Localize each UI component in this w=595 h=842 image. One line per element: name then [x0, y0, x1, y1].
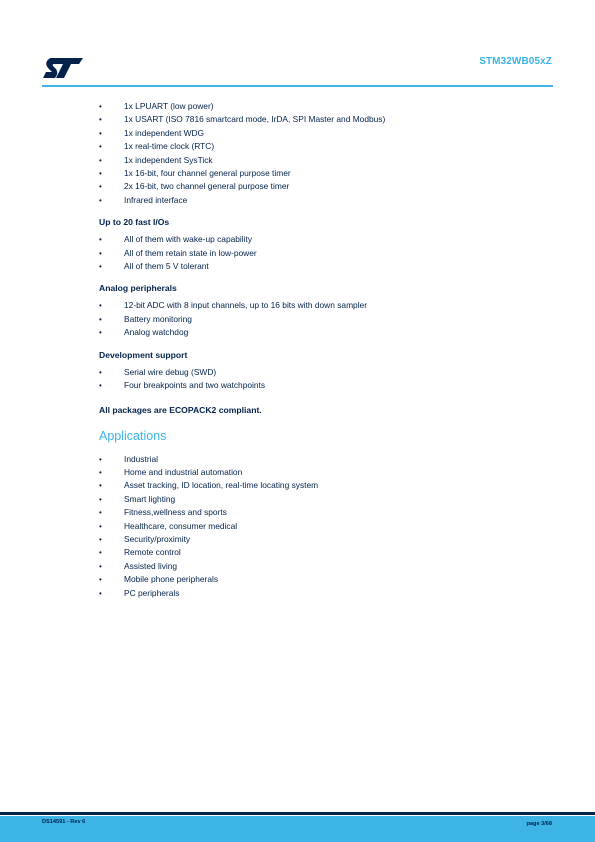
list-item: [99, 366, 559, 379]
page-content: [99, 100, 559, 600]
list-item: [99, 167, 559, 180]
bullet-icon: •: [99, 381, 102, 391]
packages-note: All packages are ECOPACK2 compliant.: [99, 404, 262, 415]
list-item: [99, 299, 559, 312]
bullet-icon: •: [99, 314, 102, 324]
list-item: [99, 520, 559, 533]
list-item-text: 1x USART (ISO 7816 smartcard mode, IrDA, SPI Master and Modbus): [124, 114, 386, 125]
bullet-icon: •: [99, 575, 102, 585]
list-item-text: Assisted living: [124, 560, 178, 571]
document-code: STM32WB05xZ: [479, 56, 552, 67]
list-item-text: 2x 16-bit, two channel general purpose timer: [124, 181, 290, 192]
list-item-text: Serial wire debug (SWD): [124, 366, 217, 377]
list-item-text: Infrared interface: [124, 194, 188, 205]
footer-rule: [0, 812, 595, 815]
analog-heading: Analog peripherals: [99, 283, 177, 294]
list-item: [99, 560, 559, 573]
list-item: [99, 100, 559, 113]
bullet-icon: •: [99, 301, 102, 311]
list-item: [99, 313, 559, 326]
document-revision: DS14591 - Rev 6: [42, 819, 86, 825]
list-item-text: Fitness,wellness and sports: [124, 507, 227, 518]
list-item-text: 1x 16-bit, four channel general purpose timer: [124, 168, 291, 179]
list-item: [99, 247, 559, 260]
bullet-icon: •: [99, 128, 102, 138]
list-item: [99, 260, 559, 273]
bullet-icon: •: [99, 454, 102, 464]
bullet-icon: •: [99, 534, 102, 544]
list-item: [99, 127, 559, 140]
bullet-icon: •: [99, 195, 102, 205]
list-item: [99, 466, 559, 479]
bullet-icon: •: [99, 235, 102, 245]
list-item-text: Battery monitoring: [124, 313, 192, 324]
bullet-icon: •: [99, 262, 102, 272]
list-item-text: Healthcare, consumer medical: [124, 520, 238, 531]
bullet-icon: •: [99, 155, 102, 165]
bullet-icon: •: [99, 467, 102, 477]
list-item-text: Industrial: [124, 453, 158, 464]
list-item: [99, 180, 559, 193]
features-list: [99, 100, 559, 207]
list-item: [99, 479, 559, 492]
list-item-text: 1x real-time clock (RTC): [124, 141, 215, 152]
list-item: [99, 587, 559, 600]
list-item-text: 1x LPUART (low power): [124, 101, 214, 111]
list-item: [99, 326, 559, 339]
applications-list: [99, 453, 559, 600]
list-item-text: All of them 5 V tolerant: [124, 261, 209, 272]
list-item: [99, 533, 559, 546]
list-item-text: 1x independent WDG: [124, 127, 205, 138]
bullet-icon: •: [99, 115, 102, 125]
list-item-text: Asset tracking, ID location, real-time locating system: [124, 480, 319, 491]
list-item-text: All of them retain state in low-power: [124, 247, 257, 258]
list-item-text: Security/proximity: [124, 533, 191, 544]
list-item: [99, 194, 559, 207]
fast-io-heading: Up to 20 fast I/Os: [99, 217, 170, 228]
list-item: [99, 506, 559, 519]
list-item: [99, 113, 559, 126]
bullet-icon: •: [99, 102, 102, 111]
bullet-icon: •: [99, 142, 102, 152]
page-number: page 3/68: [526, 821, 552, 827]
header-rule: [42, 85, 553, 87]
bullet-icon: •: [99, 521, 102, 531]
list-item-text: All of them with wake-up capability: [124, 234, 253, 245]
development-heading: Development support: [99, 349, 188, 360]
list-item-text: Remote control: [124, 547, 181, 558]
bullet-icon: •: [99, 367, 102, 377]
list-item-text: Home and industrial automation: [124, 466, 243, 477]
list-item: [99, 154, 559, 167]
list-item-text: Smart lighting: [124, 493, 176, 504]
list-item: [99, 546, 559, 559]
list-item: [99, 233, 559, 246]
analog-list: [99, 299, 559, 339]
list-item: [99, 379, 559, 392]
bullet-icon: •: [99, 248, 102, 258]
fast-io-list: [99, 233, 559, 273]
list-item-text: 1x independent SysTick: [124, 154, 213, 165]
list-item: [99, 493, 559, 506]
footer-bar: [0, 816, 595, 842]
list-item: [99, 573, 559, 586]
bullet-icon: •: [99, 328, 102, 338]
applications-title: Applications: [99, 428, 167, 443]
list-item-text: PC peripherals: [124, 587, 180, 598]
list-item: [99, 140, 559, 153]
st-logo-icon: [42, 57, 84, 79]
list-item-text: Analog watchdog: [124, 327, 189, 338]
development-list: [99, 366, 559, 393]
bullet-icon: •: [99, 561, 102, 571]
list-item-text: 12-bit ADC with 8 input channels, up to 16 bits with down sampler: [124, 300, 368, 311]
bullet-icon: •: [99, 481, 102, 491]
bullet-icon: •: [99, 588, 102, 598]
bullet-icon: •: [99, 494, 102, 504]
bullet-icon: •: [99, 548, 102, 558]
list-item-text: Mobile phone peripherals: [124, 574, 219, 585]
list-item-text: Four breakpoints and two watchpoints: [124, 380, 266, 391]
bullet-icon: •: [99, 508, 102, 518]
bullet-icon: •: [99, 169, 102, 179]
list-item: [99, 453, 559, 466]
bullet-icon: •: [99, 182, 102, 192]
